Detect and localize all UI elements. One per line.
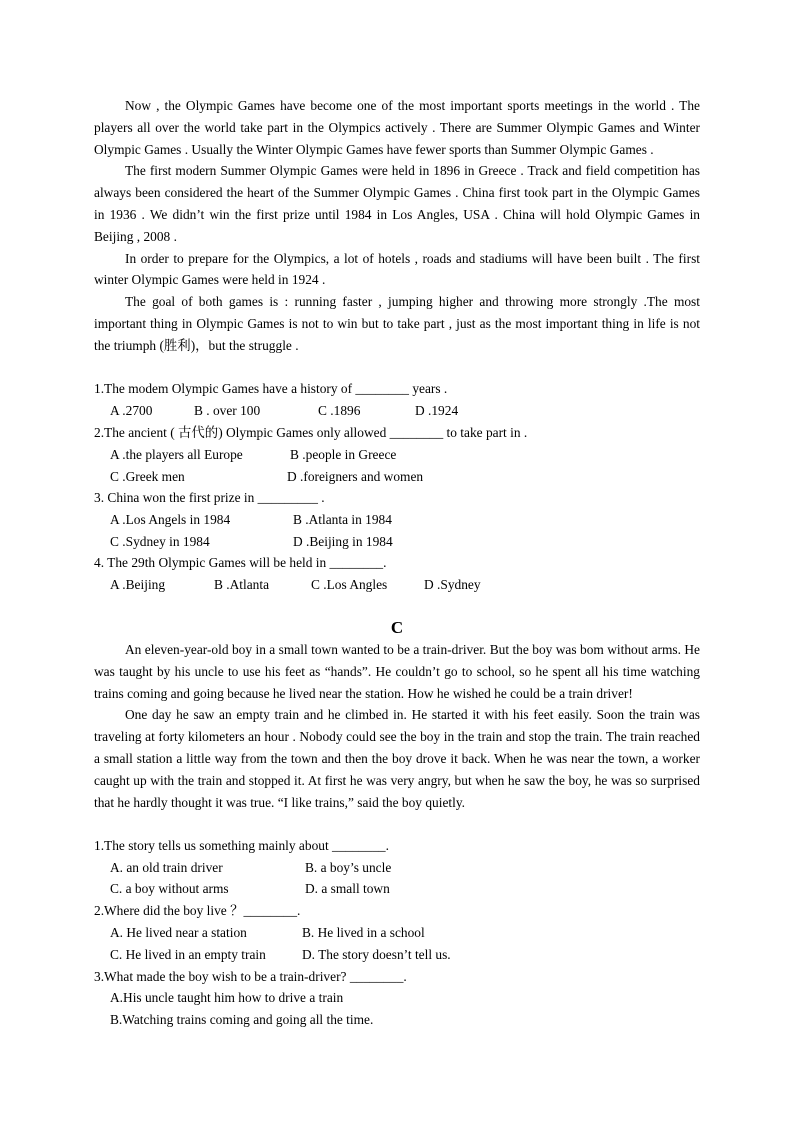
answer-option[interactable]: C .Sydney in 1984	[110, 534, 210, 549]
answer-option[interactable]: A .Los Angels in 1984	[110, 512, 231, 527]
answer-option[interactable]: B .people in Greece	[290, 447, 397, 462]
answer-option[interactable]: A .Beijing	[110, 577, 166, 592]
section-title: C	[390, 618, 404, 637]
answer-option[interactable]: D .Beijing in 1984	[293, 534, 393, 549]
question-stem: 1.The modem Olympic Games have a history of ________ years .	[94, 381, 448, 396]
answer-option[interactable]: C .Greek men	[110, 469, 185, 484]
passage-c-paragraph: One day he saw an empty train and he climbed in. He started it with his feet easily. Soon the train was traveling at forty kilometers an hour . Nobody could see the boy in the train and stop the train. The train reached a small station a little way from the town and then the boy drove it back. When he was near the town, a worker caught up with the train and stopped it. At first he was very angry, but when he saw the boy, he was so surprised that he hardly thought it was true. “I like trains,” said the boy quietly.	[94, 707, 700, 810]
answer-option[interactable]: D. a small town	[305, 881, 390, 896]
answer-option[interactable]: D .Sydney	[424, 577, 481, 592]
answer-option[interactable]: B .Atlanta in 1984	[293, 512, 392, 527]
answer-option[interactable]: B. a boy’s uncle	[305, 860, 392, 875]
passage-b-paragraph: The goal of both games is : running faster , jumping higher and throwing more strongly .The most important thing in Olympic Games is not to win but to take part , just as the most important thing in life is not the triumph (胜利)，but the struggle .	[94, 294, 700, 353]
passage-b-text	[94, 95, 700, 357]
answer-option[interactable]: D .foreigners and women	[287, 469, 424, 484]
question-stem: 1.The story tells us something mainly about ________.	[94, 838, 389, 853]
answer-option[interactable]: B .Atlanta	[214, 577, 270, 592]
answer-option[interactable]: D .1924	[415, 403, 459, 418]
answer-option[interactable]: B. He lived in a school	[302, 925, 425, 940]
answer-option[interactable]: A .the players all Europe	[110, 447, 243, 462]
passage-b-paragraph: The first modern Summer Olympic Games were held in 1896 in Greece . Track and field competition has always been considered the heart of the Summer Olympic Games . China first took part in the Olympic Games in 1936 . We didn’t win the first prize until 1984 in Los Angles, USA . China will hold Olympic Games in Beijing , 2008 .	[94, 163, 700, 244]
answer-option[interactable]: B.Watching trains coming and going all the time.	[110, 1012, 374, 1027]
answer-option[interactable]: C .1896	[318, 403, 361, 418]
answer-option[interactable]: B . over 100	[194, 403, 261, 418]
answer-option[interactable]: A. He lived near a station	[110, 925, 247, 940]
question-stem: 2.Where did the boy live ？________.	[94, 903, 301, 918]
answer-option[interactable]: C .Los Angles	[311, 577, 388, 592]
answer-option[interactable]: A. an old train driver	[110, 860, 223, 875]
answer-option[interactable]: A.His uncle taught him how to drive a train	[110, 990, 344, 1005]
question-stem: 2.The ancient ( 古代的) Olympic Games only allowed ________ to take part in .	[94, 425, 528, 440]
passage-c-text	[94, 639, 700, 813]
answer-option[interactable]: A .2700	[110, 403, 153, 418]
question-stem: 3. China won the first prize in _________ .	[94, 490, 325, 505]
answer-option[interactable]: C. a boy without arms	[110, 881, 229, 896]
question-stem: 3.What made the boy wish to be a train-driver? ________.	[94, 969, 407, 984]
answer-option[interactable]: C. He lived in an empty train	[110, 947, 266, 962]
passage-b-paragraph: In order to prepare for the Olympics, a lot of hotels , roads and stadiums will have been built . The first winter Olympic Games were held in 1924 .	[94, 250, 700, 288]
passage-b-paragraph: Now , the Olympic Games have become one of the most important sports meetings in the world . The players all over the world take part in the Olympics actively . There are Summer Olympic Games and Winter Olympic Games . Usually the Winter Olympic Games have fewer sports than Summer Olympic Games .	[94, 98, 700, 157]
passage-c-paragraph: An eleven-year-old boy in a small town wanted to be a train-driver. But the boy was bom without arms. He was taught by his uncle to use his feet as “hands”. He couldn’t go to school, so he spent all his time watching trains coming and going because he lived near the station. How he wished he could be a train driver!	[94, 642, 700, 701]
question-stem: 4. The 29th Olympic Games will be held in ________.	[94, 555, 387, 570]
answer-option[interactable]: D. The story doesn’t tell us.	[302, 947, 451, 962]
